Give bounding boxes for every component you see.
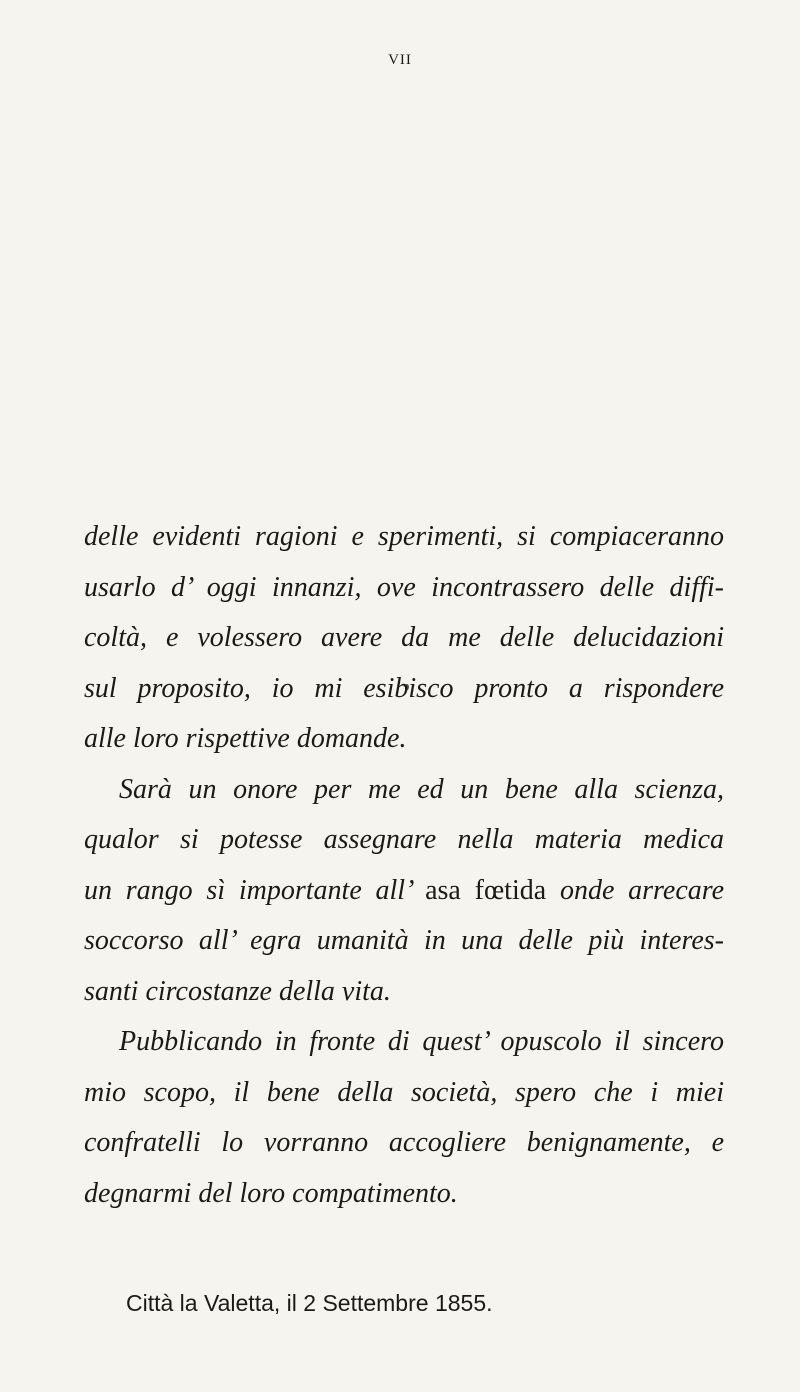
text-line: qualor si potesse assegnare nella materia medica (84, 824, 724, 855)
body-text (84, 512, 724, 1219)
text-line: mio scopo, il bene della società, spero che i miei (84, 1076, 724, 1108)
text-line: delle evidenti ragioni e sperimenti, si compiaceranno (84, 521, 724, 552)
text-line: sul proposito, io mi esibisco pronto a rispondere (84, 672, 724, 704)
text-line: santi circostanze della vita. (84, 975, 391, 1007)
place-date-line: Città la Valetta, il 2 Settembre 1855. (126, 1290, 493, 1316)
text-line: alle loro rispettive domande. (84, 723, 407, 754)
text-line: soccorso all’ egra umanità in una delle più interes- (84, 925, 724, 956)
text-line (84, 866, 724, 917)
text-line: coltà, e volessero avere da me delle delucidazioni (84, 622, 724, 653)
text-line: degnarmi del loro compatimento. (84, 1177, 458, 1209)
paragraph-1 (84, 512, 724, 765)
text-line: usarlo d’ oggi innanzi, ove incontrassero delle diffi- (84, 571, 724, 603)
text-segment: un rango sì importante all’ (84, 874, 412, 906)
text-segment: onde arrecare (559, 874, 725, 906)
text-line: Pubblicando in fronte di quest’ opuscolo il sincero (119, 1026, 724, 1057)
paragraph-3 (84, 1017, 724, 1219)
text-line: confratelli lo vorranno accogliere benignamente, e (84, 1127, 724, 1158)
paragraph-2 (84, 765, 724, 1018)
text-line: Sarà un onore per me ed un bene alla scienza, (119, 773, 724, 805)
page-number: VII (388, 52, 412, 68)
upright-term: asa fœtida (425, 874, 547, 906)
